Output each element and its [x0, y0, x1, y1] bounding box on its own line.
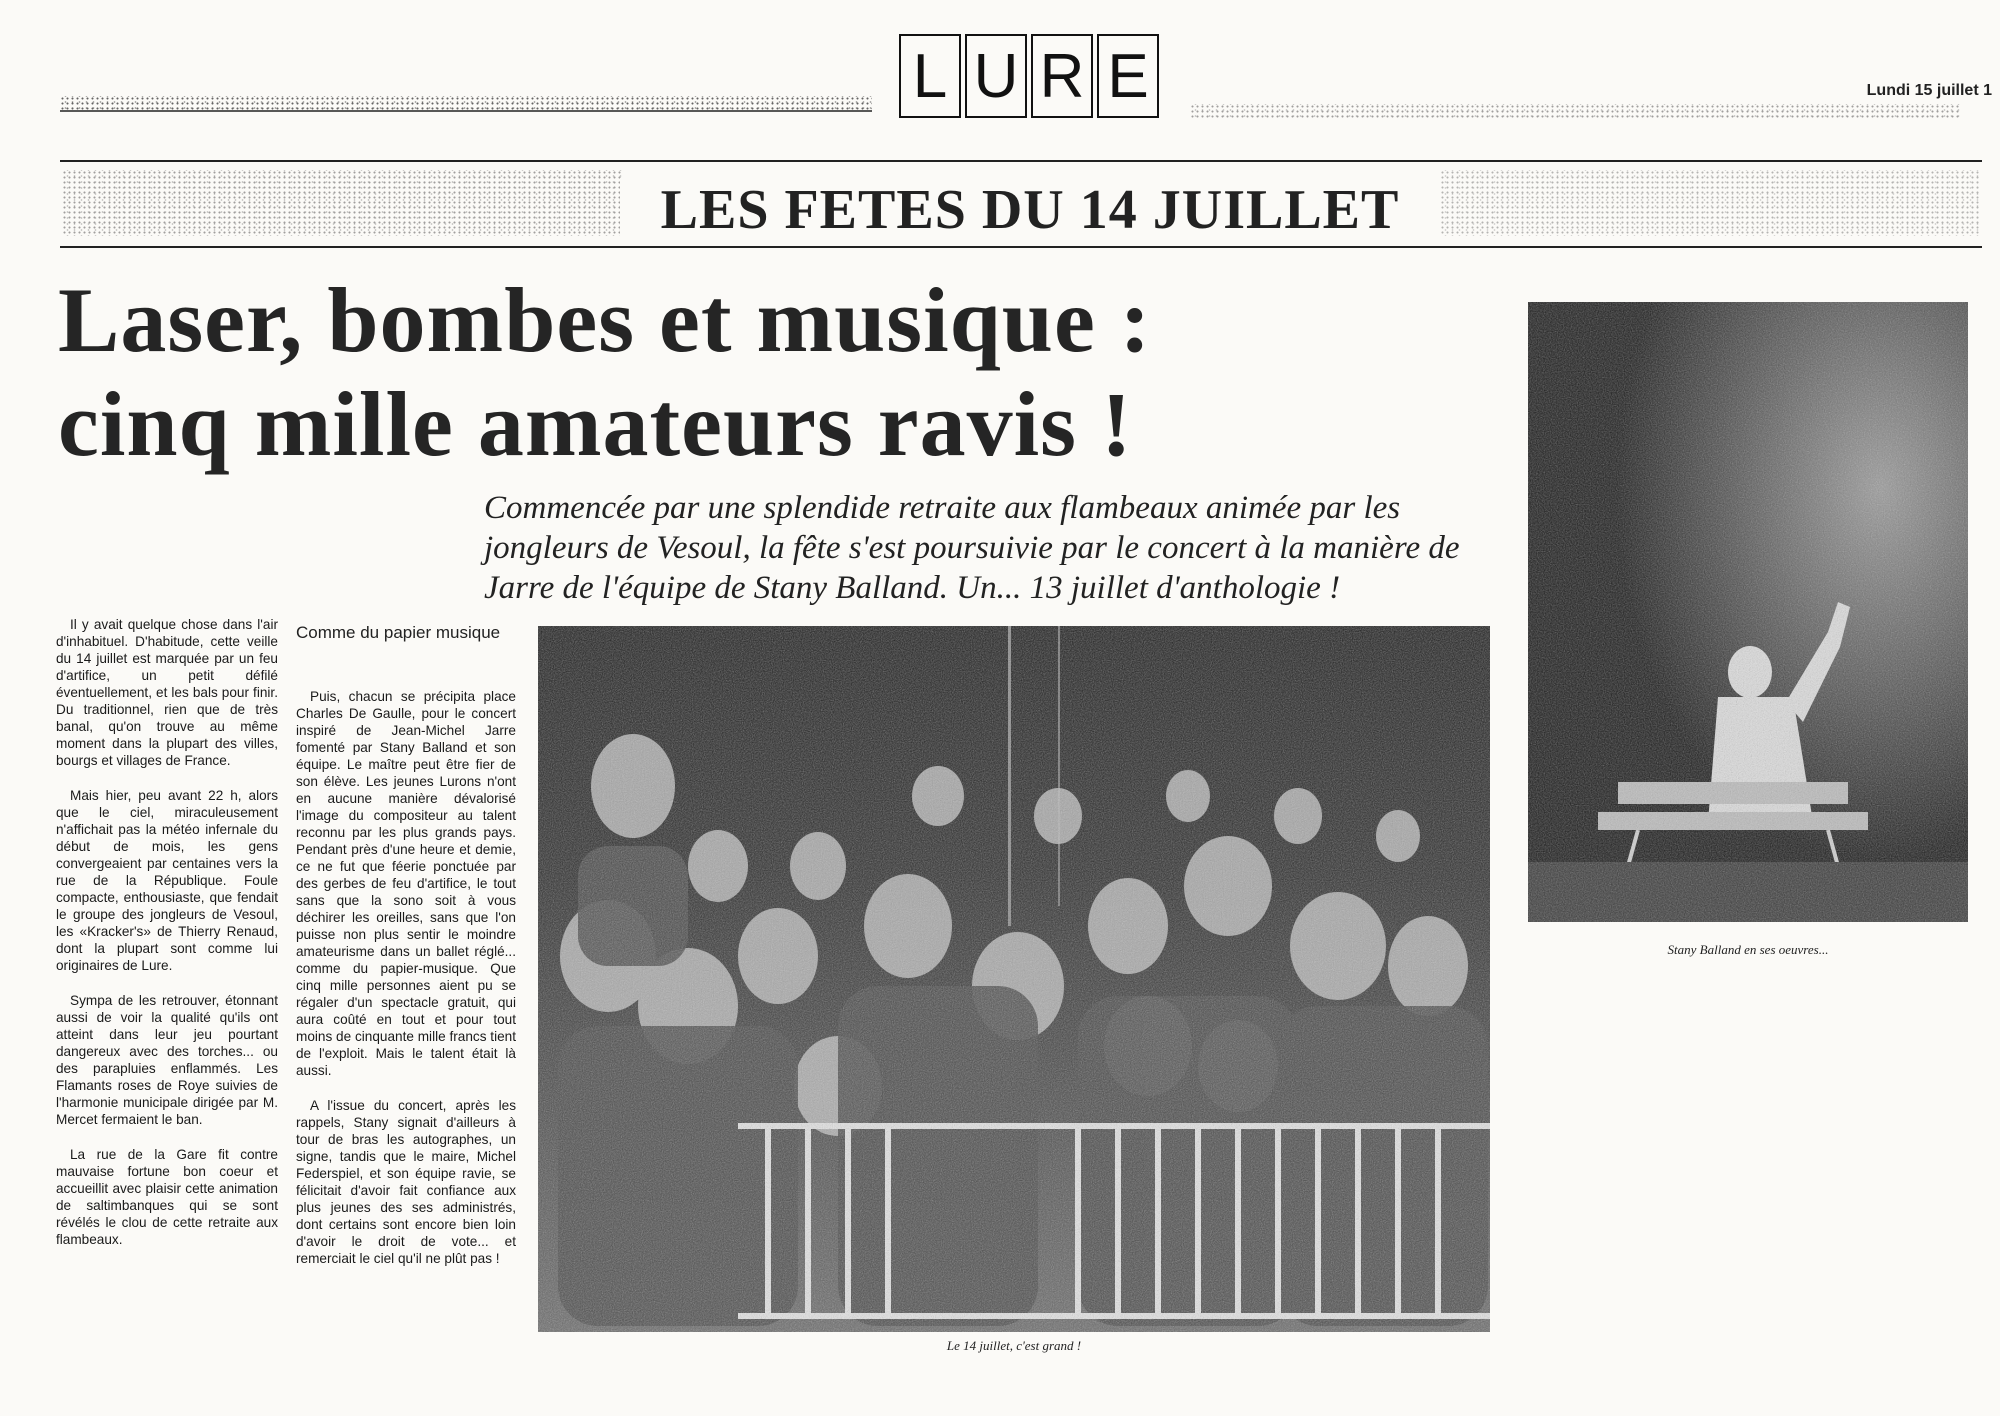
paragraph: Mais hier, peu avant 22 h, alors que le ciel, miraculeusement n'affichait pas la météo infernale du début de mois, les gens convergeaient par centaines vers la rue de la République. Foule compacte, enthousiaste, que fendait le groupe des jongleurs de Vesoul, les «Kracker's» de Thierry Renaud, dont la plupart sont comme lui originaires de Lure.	[56, 788, 278, 973]
logo-letter: L	[899, 34, 961, 118]
paragraph: A l'issue du concert, après les rappels, Stany signait d'ailleurs à tour de bras les autographes, un signe, tandis que le maire, Michel Federspiel, et son équipe ravie, se félicitait d'avoir fait confiance aux plus jeunes des ses administrés, dont certains sont encore bien loin d'avoir le droit de vote... et remerciait le ciel qu'il ne plût pas !	[296, 1098, 516, 1266]
section-band-texture-right	[1440, 170, 1980, 236]
paragraph: Puis, chacun se précipita place Charles De Gaulle, pour le concert inspiré de Jean-Michel Jarre fomenté par Stany Balland et son équipe. Le maître peut être fier de son élève. Les jeunes Lurons n'ont en aucune manière dévalorisé l'image du compositeur au talent reconnu par les plus grands pays. Pendant près d'une heure et demie, ce ne fut que féerie ponctuée par des gerbes de feu d'artifice, le tout sans que la sono soit à vous déchirer les oreilles, sans que l'on puisse non plus sentir le moindre amateurisme dans un ballet réglé... comme du papier-musique. Que cinq mille personnes aient pu se régaler d'un spectacle gratuit, qui aura coûté en tout et pour tout moins de cinquante mille francs tient de l'exploit. Mais le talent était là aussi.	[296, 689, 516, 1078]
article-lead: Commencée par une splendide retraite aux flambeaux animée par les jongleurs de Vesoul, la fête s'est poursuivie par le concert à la manière de Jarre de l'équipe de Stany Balland. Un... 13 juillet d'anthologie !	[484, 490, 1460, 606]
masthead-rule-left	[60, 96, 872, 112]
crowd-photo-caption: Le 14 juillet, c'est grand !	[946, 1338, 1082, 1353]
paragraph: Sympa de les retrouver, étonnant aussi de voir la qualité qu'ils ont atteint dans leur jeu pourtant dangereux avec des torches... ou des parapluies enflammés. Les Flamants roses de Roye suivies de l'harmonie municipale dirigée par M. Mercet fermaient le ban.	[56, 993, 278, 1127]
section-band-texture-left	[62, 170, 622, 236]
section-title: LES FETES DU 14 JUILLET	[620, 178, 1440, 242]
article-column-2	[296, 688, 516, 1285]
logo-letter: R	[1031, 34, 1093, 118]
column-subhead: Comme du papier musique	[296, 623, 501, 642]
article-column-1	[56, 616, 278, 1266]
headline	[58, 268, 1518, 476]
headline-line-1: Laser, bombes et musique :	[58, 269, 1152, 371]
newspaper-logo	[898, 30, 1160, 122]
issue-date: Lundi 15 juillet 1	[1866, 82, 1992, 99]
crowd-photo	[538, 626, 1490, 1332]
performer-photo-image	[1528, 302, 1968, 922]
performer-photo-caption: Stany Balland en ses oeuvres...	[1667, 942, 1829, 957]
logo-letter: E	[1097, 34, 1159, 118]
paragraph: La rue de la Gare fit contre mauvaise fortune bon coeur et accueillit avec plaisir cette animation de saltimbanques qui se sont révélés le clou de cette retraite aux flambeaux.	[56, 1147, 278, 1247]
headline-line-2: cinq mille amateurs ravis !	[58, 373, 1133, 475]
performer-photo	[1528, 302, 1968, 922]
masthead-rule-right	[1190, 104, 1960, 118]
paragraph: Il y avait quelque chose dans l'air d'inhabituel. D'habitude, cette veille du 14 juillet est marquée par un feu d'artifice, un petit défilé éventuellement, et les bals pour finir. Du traditionnel, rien que de très banal, qu'on trouve au même moment dans la plupart des villes, bourgs et villages de France.	[56, 617, 278, 768]
crowd-photo-image	[538, 626, 1490, 1332]
logo-letter: U	[965, 34, 1027, 118]
